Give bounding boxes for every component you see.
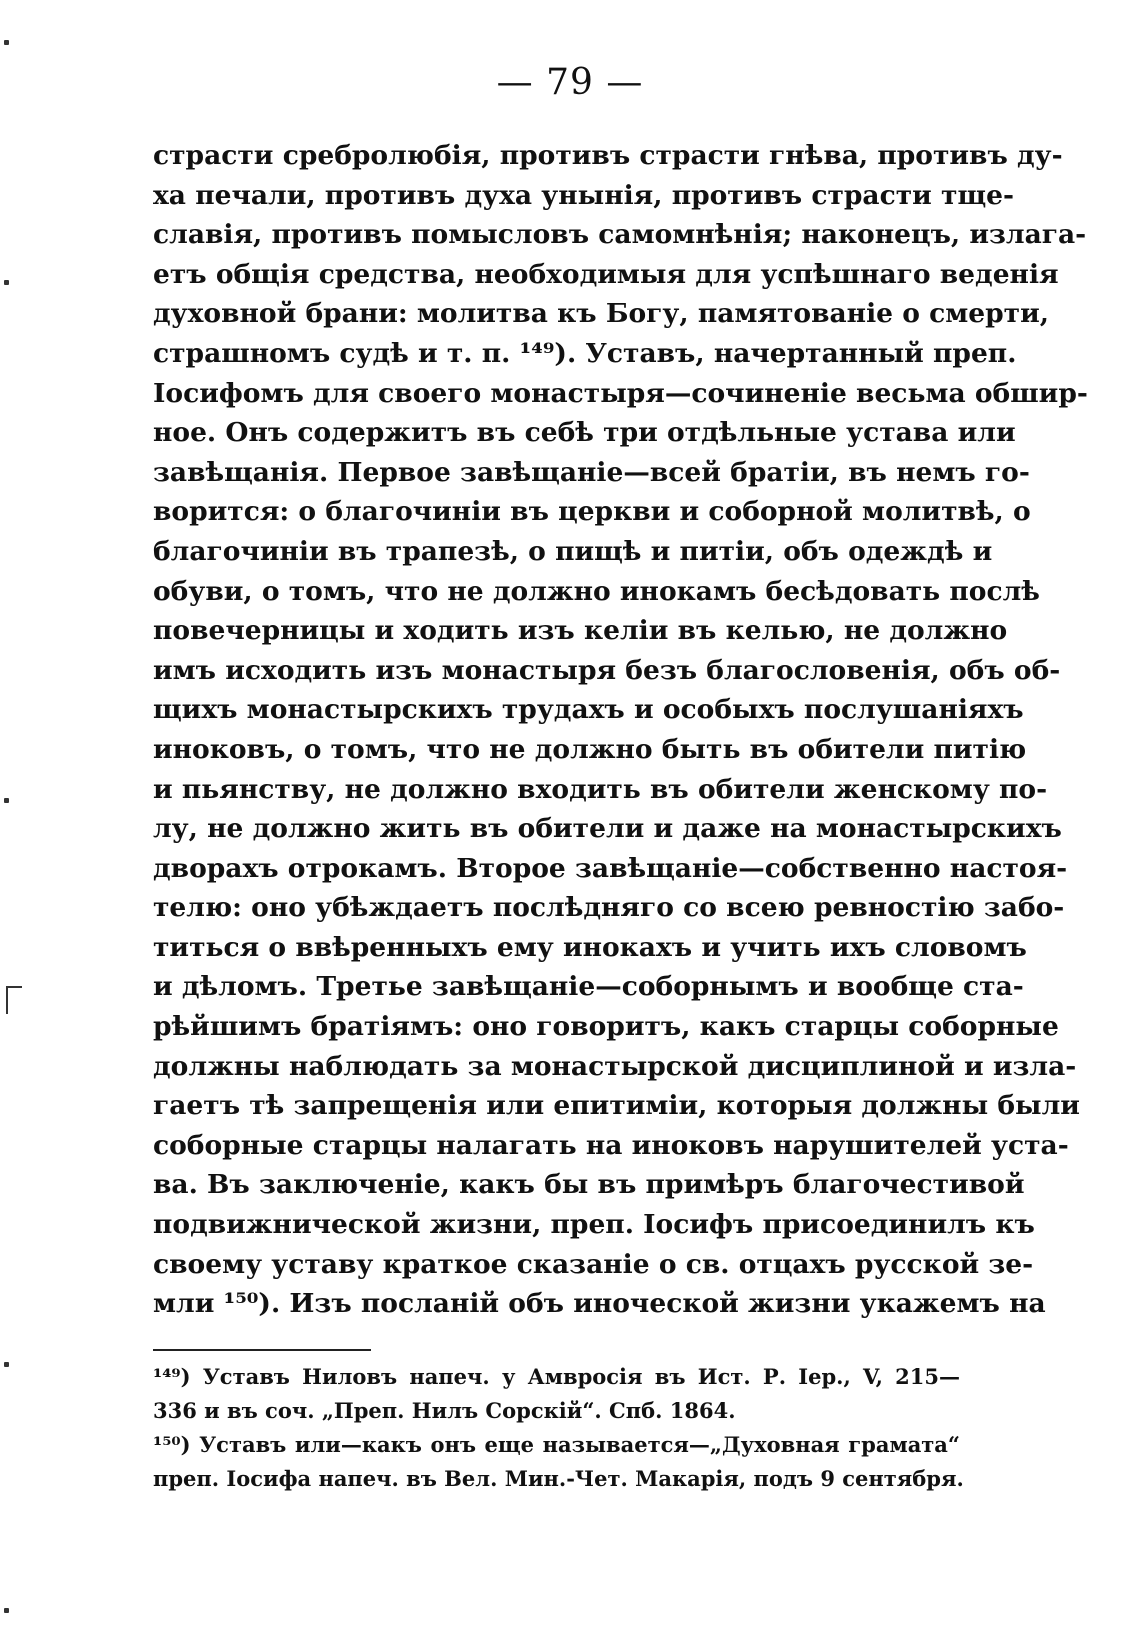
scan-margin-mark <box>4 40 9 45</box>
body-line: обуви, о томъ, что не должно инокамъ бесѣдовать послѣ <box>153 575 1040 607</box>
body-line: имъ исходить изъ монастыря безъ благословенія, объ об- <box>153 654 1061 686</box>
body-line: титься о ввѣренныхъ ему инокахъ и учить ихъ словомъ <box>153 931 1027 963</box>
body-line: своему уставу краткое сказаніе о св. отцахъ русской зе- <box>153 1248 1034 1280</box>
body-line: ва. Въ заключеніе, какъ бы въ примѣръ благочестивой <box>153 1169 1025 1201</box>
body-line: мли ¹⁵⁰). Изъ посланій объ иноческой жизни укажемъ на <box>153 1288 1046 1320</box>
body-text <box>153 136 1088 1324</box>
body-line: Іосифомъ для своего монастыря—сочиненіе весьма обшир- <box>153 377 1088 409</box>
body-line: страсти сребролюбія, противъ страсти гнѣва, противъ ду- <box>153 140 1063 171</box>
footnote-line: 336 и въ соч. „Преп. Нилъ Сорскій“. Спб. 1864. <box>153 1398 736 1423</box>
body-line: иноковъ, о томъ, что не должно быть въ обители питію <box>153 733 1027 765</box>
scan-margin-mark <box>4 1608 9 1613</box>
body-line: и дѣломъ. Третье завѣщаніе—соборнымъ и вообще ста- <box>153 971 1024 1003</box>
body-line: гаетъ тѣ запрещенія или епитиміи, которыя должны были <box>153 1090 1080 1122</box>
footnotes <box>153 1360 964 1496</box>
page-number: — 79 — <box>496 62 644 103</box>
body-line: лу, не должно жить въ обители и даже на монастырскихъ <box>153 813 1062 845</box>
body-line: етъ общія средства, необходимыя для успѣшнаго веденія <box>153 258 1059 290</box>
body-line: и пьянству, не должно входить въ обители женскому по- <box>153 773 1048 805</box>
body-line: рѣйшимъ братіямъ: оно говоритъ, какъ старцы соборные <box>153 1011 1059 1043</box>
footnote-divider <box>153 1349 371 1351</box>
body-line: телю: оно убѣждаетъ послѣдняго со всею ревностію забо- <box>153 892 1065 924</box>
footnote-line: преп. Іосифа напеч. въ Вел. Мин.-Чет. Макарія, подъ 9 сентября. <box>153 1466 964 1491</box>
body-line: ворится: о благочиніи въ церкви и соборной молитвѣ, о <box>153 496 1031 528</box>
body-line: ное. Онъ содержитъ въ себѣ три отдѣльные устава или <box>153 417 1016 449</box>
body-line: духовной брани: молитва къ Богу, памятованіе о смерти, <box>153 298 1049 330</box>
scan-margin-mark <box>4 1362 9 1367</box>
scan-margin-mark <box>4 280 9 285</box>
body-line: повечерницы и ходить изъ келіи въ келью, не должно <box>153 615 1008 647</box>
body-line: соборные старцы налагать на иноковъ нарушителей уста- <box>153 1129 1069 1161</box>
footnote-line: ¹⁴⁹) Уставъ Ниловъ напеч. у Амвросія въ Ист. Р. Іер., V, 215— <box>153 1364 960 1389</box>
body-line: ха печали, противъ духа унынія, противъ страсти тще- <box>153 179 1014 211</box>
footnote-line: ¹⁵⁰) Уставъ или—какъ онъ еще называется—„Духовная грамата“ <box>153 1432 960 1457</box>
body-line: благочиніи въ трапезѣ, о пищѣ и питіи, объ одеждѣ и <box>153 535 993 567</box>
body-line: дворахъ отрокамъ. Второе завѣщаніе—собственно настоя- <box>153 852 1068 884</box>
scan-margin-bracket <box>6 986 22 1014</box>
body-line: завѣщанія. Первое завѣщаніе—всей братіи, въ немъ го- <box>153 456 1030 488</box>
body-line: страшномъ судѣ и т. п. ¹⁴⁹). Уставъ, начертанный преп. <box>153 337 1017 369</box>
scan-margin-mark <box>4 798 9 803</box>
body-line: подвижнической жизни, преп. Іосифъ присоединилъ къ <box>153 1209 1035 1241</box>
body-line: должны наблюдать за монастырской дисциплиной и изла- <box>153 1050 1077 1082</box>
body-line: щихъ монастырскихъ трудахъ и особыхъ послушаніяхъ <box>153 694 1024 726</box>
body-line: славія, противъ помысловъ самомнѣнія; наконецъ, излага- <box>153 219 1087 251</box>
